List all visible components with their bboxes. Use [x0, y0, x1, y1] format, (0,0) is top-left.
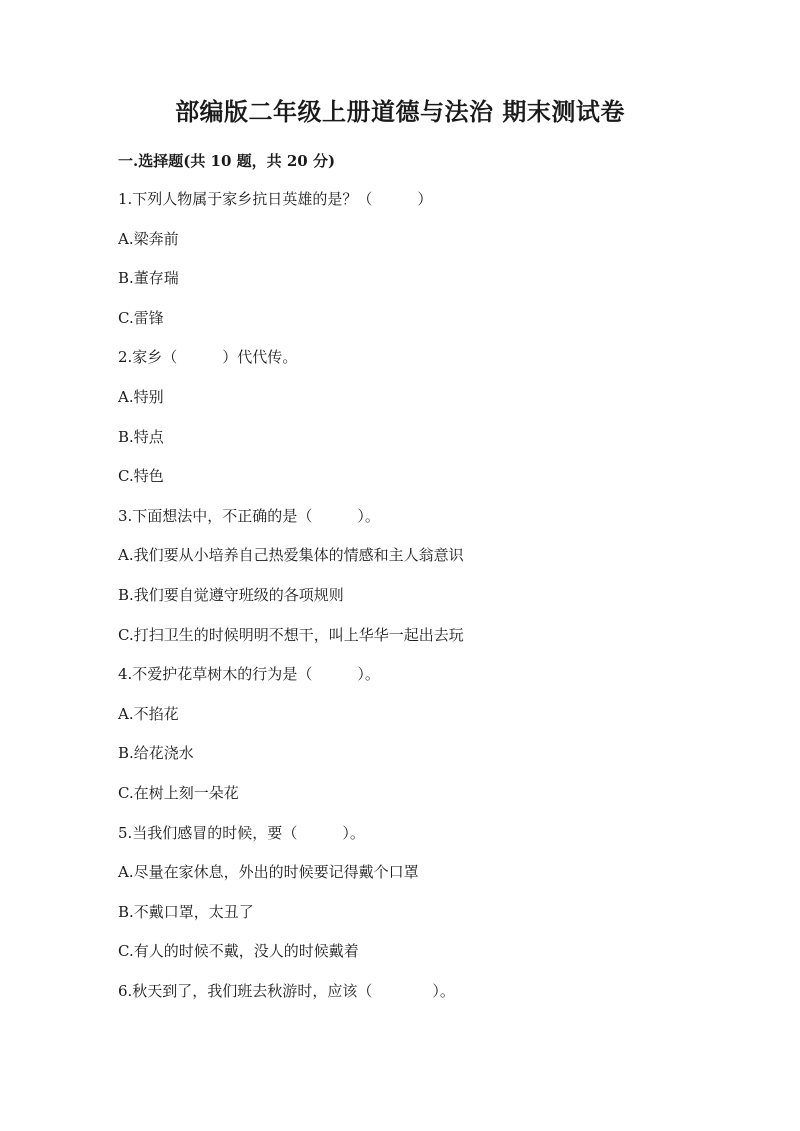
- question-option: A.特别: [118, 388, 164, 406]
- question-option: C.有人的时候不戴，没人的时候戴着: [118, 942, 359, 960]
- question-stem: 2.家乡（ ）代代传。: [118, 348, 298, 366]
- question-option: B.董存瑞: [118, 269, 179, 287]
- question-stem: 4.不爱护花草树木的行为是（ ）。: [118, 665, 380, 683]
- question-option: A.我们要从小培养自己热爱集体的情感和主人翁意识: [118, 546, 464, 564]
- question-option: C.在树上刻一朵花: [118, 784, 239, 802]
- question-option: C.特色: [118, 467, 164, 485]
- question-option: C.雷锋: [118, 309, 164, 327]
- question-option: B.给花浇水: [118, 744, 194, 762]
- question-stem: 1.下列人物属于家乡抗日英雄的是？（ ）: [118, 190, 433, 208]
- page-title: 部编版二年级上册道德与法治 期末测试卷: [175, 97, 625, 126]
- question-stem: 5.当我们感冒的时候，要（ ）。: [118, 824, 365, 842]
- question-option: B.我们要自觉遵守班级的各项规则: [118, 586, 344, 604]
- question-option: C.打扫卫生的时候明明不想干，叫上华华一起出去玩: [118, 626, 464, 644]
- question-stem: 6.秋天到了，我们班去秋游时，应该（ ）。: [118, 982, 455, 1000]
- section-heading: 一.选择题(共 10 题，共 20 分): [118, 152, 336, 170]
- question-option: B.特点: [118, 428, 164, 446]
- question-option: A.尽量在家休息，外出的时候要记得戴个口罩: [118, 863, 419, 881]
- question-stem: 3.下面想法中，不正确的是（ ）。: [118, 507, 380, 525]
- question-option: B.不戴口罩，太丑了: [118, 903, 254, 921]
- question-option: A.梁奔前: [118, 230, 179, 248]
- question-option: A.不掐花: [118, 705, 179, 723]
